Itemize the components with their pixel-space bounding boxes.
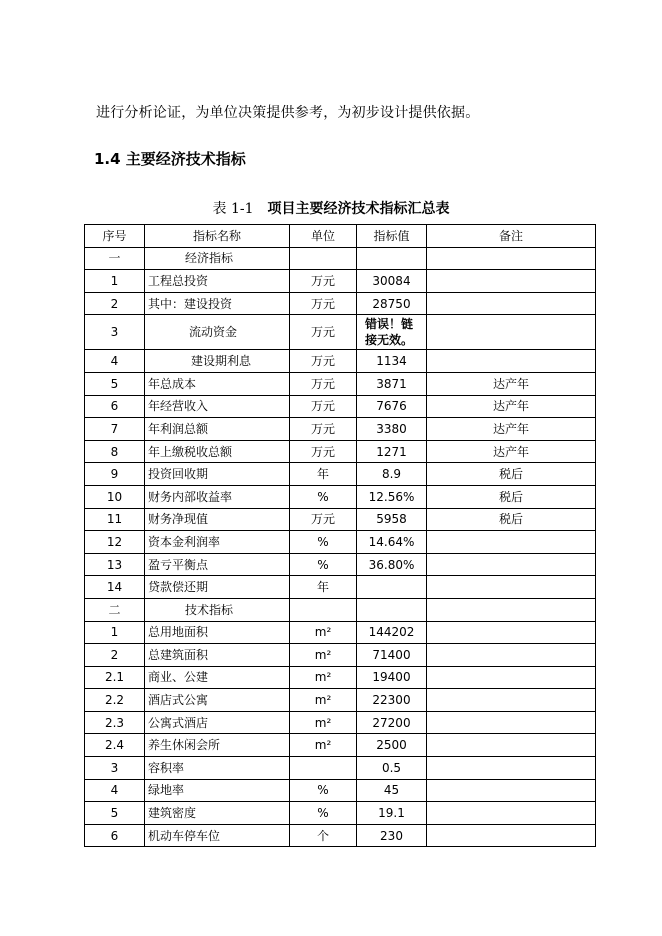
cell-unit: 年 (290, 463, 357, 486)
cell-no: 2.4 (85, 734, 145, 757)
cell-name: 建设期利息 (145, 350, 290, 373)
table-row (85, 553, 596, 576)
table-caption (0, 198, 662, 218)
table-row (85, 292, 596, 315)
cell-value (357, 247, 427, 270)
cell-note (427, 644, 596, 667)
cell-no: 6 (85, 824, 145, 847)
cell-value: 28750 (357, 292, 427, 315)
table-row (85, 757, 596, 780)
indicator-table (84, 224, 596, 847)
cell-no: 2 (85, 292, 145, 315)
table-row (85, 576, 596, 599)
cell-note (427, 689, 596, 712)
cell-no: 4 (85, 350, 145, 373)
cell-no: 二 (85, 598, 145, 621)
cell-no: 11 (85, 508, 145, 531)
cell-name: 酒店式公寓 (145, 689, 290, 712)
cell-no: 1 (85, 270, 145, 293)
cell-no: 1 (85, 621, 145, 644)
cell-unit: m² (290, 711, 357, 734)
cell-name: 年上缴税收总额 (145, 440, 290, 463)
cell-no: 一 (85, 247, 145, 270)
table-row (85, 621, 596, 644)
cell-unit: m² (290, 689, 357, 712)
cell-unit: 个 (290, 824, 357, 847)
cell-value: 3871 (357, 372, 427, 395)
cell-unit: 万元 (290, 270, 357, 293)
cell-no: 5 (85, 372, 145, 395)
cell-no: 6 (85, 395, 145, 418)
cell-note (427, 292, 596, 315)
intro-paragraph: 进行分析论证，为单位决策提供参考，为初步设计提供依据。 (96, 105, 480, 121)
cell-note: 税后 (427, 508, 596, 531)
cell-value: 144202 (357, 621, 427, 644)
cell-unit: m² (290, 734, 357, 757)
table-row (85, 440, 596, 463)
cell-name: 工程总投资 (145, 270, 290, 293)
table-row (85, 734, 596, 757)
cell-note: 达产年 (427, 395, 596, 418)
table-row (85, 247, 596, 270)
table-header-row (85, 225, 596, 248)
cell-note (427, 802, 596, 825)
cell-unit (290, 247, 357, 270)
cell-note (427, 734, 596, 757)
cell-value: 14.64% (357, 531, 427, 554)
cell-name: 商业、公建 (145, 666, 290, 689)
cell-no: 9 (85, 463, 145, 486)
cell-name: 公寓式酒店 (145, 711, 290, 734)
table-row (85, 711, 596, 734)
cell-unit: % (290, 779, 357, 802)
cell-note: 税后 (427, 463, 596, 486)
cell-name: 贷款偿还期 (145, 576, 290, 599)
cell-unit: m² (290, 621, 357, 644)
cell-value: 2500 (357, 734, 427, 757)
cell-unit: 万元 (290, 315, 357, 350)
cell-unit: % (290, 531, 357, 554)
cell-no: 10 (85, 485, 145, 508)
cell-no: 2 (85, 644, 145, 667)
cell-note (427, 621, 596, 644)
cell-no: 3 (85, 315, 145, 350)
cell-note (427, 350, 596, 373)
cell-no: 2.2 (85, 689, 145, 712)
cell-note (427, 598, 596, 621)
cell-note (427, 531, 596, 554)
cell-unit: 年 (290, 576, 357, 599)
cell-no: 3 (85, 757, 145, 780)
cell-no: 8 (85, 440, 145, 463)
cell-no: 7 (85, 418, 145, 441)
cell-value: 7676 (357, 395, 427, 418)
cell-name: 总建筑面积 (145, 644, 290, 667)
cell-name: 技术指标 (145, 598, 290, 621)
table-row (85, 395, 596, 418)
table-row (85, 531, 596, 554)
cell-value: 19.1 (357, 802, 427, 825)
table-row (85, 508, 596, 531)
header-value: 指标值 (357, 225, 427, 248)
table-row (85, 598, 596, 621)
cell-value: 36.80% (357, 553, 427, 576)
cell-no: 2.3 (85, 711, 145, 734)
table-row (85, 418, 596, 441)
cell-name: 投资回收期 (145, 463, 290, 486)
cell-name: 总用地面积 (145, 621, 290, 644)
cell-name: 财务内部收益率 (145, 485, 290, 508)
cell-value: 8.9 (357, 463, 427, 486)
cell-unit: 万元 (290, 440, 357, 463)
cell-value: 71400 (357, 644, 427, 667)
cell-note: 达产年 (427, 418, 596, 441)
cell-unit: 万元 (290, 350, 357, 373)
cell-no: 5 (85, 802, 145, 825)
cell-name: 年经营收入 (145, 395, 290, 418)
cell-note (427, 270, 596, 293)
cell-name: 机动车停车位 (145, 824, 290, 847)
table-row (85, 644, 596, 667)
cell-value: 12.56% (357, 485, 427, 508)
cell-value: 30084 (357, 270, 427, 293)
cell-value (357, 576, 427, 599)
cell-value: 45 (357, 779, 427, 802)
cell-note (427, 711, 596, 734)
cell-name: 其中：建设投资 (145, 292, 290, 315)
cell-unit: 万元 (290, 508, 357, 531)
cell-name: 建筑密度 (145, 802, 290, 825)
cell-note (427, 824, 596, 847)
cell-note (427, 757, 596, 780)
table-caption-number: 表 1-1 (212, 201, 254, 217)
table-row (85, 666, 596, 689)
cell-note (427, 666, 596, 689)
cell-note (427, 576, 596, 599)
cell-value-error: 错误！链接无效。 (357, 315, 427, 350)
table-row (85, 689, 596, 712)
cell-value: 230 (357, 824, 427, 847)
cell-value: 19400 (357, 666, 427, 689)
cell-value: 5958 (357, 508, 427, 531)
cell-name: 养生休闲会所 (145, 734, 290, 757)
table-row (85, 824, 596, 847)
cell-no: 12 (85, 531, 145, 554)
cell-unit (290, 757, 357, 780)
cell-unit: 万元 (290, 395, 357, 418)
cell-value (357, 598, 427, 621)
table-caption-title: 项目主要经济技术指标汇总表 (267, 201, 450, 217)
cell-no: 14 (85, 576, 145, 599)
cell-name: 年总成本 (145, 372, 290, 395)
cell-note (427, 315, 596, 350)
table-row (85, 779, 596, 802)
table-row (85, 270, 596, 293)
table-row (85, 315, 596, 350)
cell-unit: m² (290, 666, 357, 689)
cell-note (427, 247, 596, 270)
cell-name: 经济指标 (145, 247, 290, 270)
cell-value: 22300 (357, 689, 427, 712)
table-row (85, 802, 596, 825)
table-row (85, 372, 596, 395)
cell-unit: % (290, 553, 357, 576)
cell-unit (290, 598, 357, 621)
cell-note (427, 779, 596, 802)
header-no: 序号 (85, 225, 145, 248)
cell-unit: m² (290, 644, 357, 667)
cell-value: 3380 (357, 418, 427, 441)
cell-note (427, 553, 596, 576)
cell-unit: 万元 (290, 372, 357, 395)
cell-unit: 万元 (290, 292, 357, 315)
table-row (85, 350, 596, 373)
cell-name: 流动资金 (145, 315, 290, 350)
header-unit: 单位 (290, 225, 357, 248)
cell-unit: 万元 (290, 418, 357, 441)
cell-value: 27200 (357, 711, 427, 734)
cell-name: 绿地率 (145, 779, 290, 802)
cell-unit: % (290, 485, 357, 508)
cell-no: 4 (85, 779, 145, 802)
cell-name: 资本金利润率 (145, 531, 290, 554)
section-heading: 1.4 主要经济技术指标 (94, 150, 246, 168)
header-note: 备注 (427, 225, 596, 248)
cell-note: 达产年 (427, 440, 596, 463)
cell-unit: % (290, 802, 357, 825)
cell-no: 13 (85, 553, 145, 576)
cell-no: 2.1 (85, 666, 145, 689)
cell-note: 达产年 (427, 372, 596, 395)
cell-name: 财务净现值 (145, 508, 290, 531)
cell-note: 税后 (427, 485, 596, 508)
cell-value: 1271 (357, 440, 427, 463)
table-row (85, 463, 596, 486)
cell-value: 0.5 (357, 757, 427, 780)
header-name: 指标名称 (145, 225, 290, 248)
cell-name: 年利润总额 (145, 418, 290, 441)
cell-name: 盈亏平衡点 (145, 553, 290, 576)
table-row (85, 485, 596, 508)
cell-name: 容积率 (145, 757, 290, 780)
cell-value: 1134 (357, 350, 427, 373)
